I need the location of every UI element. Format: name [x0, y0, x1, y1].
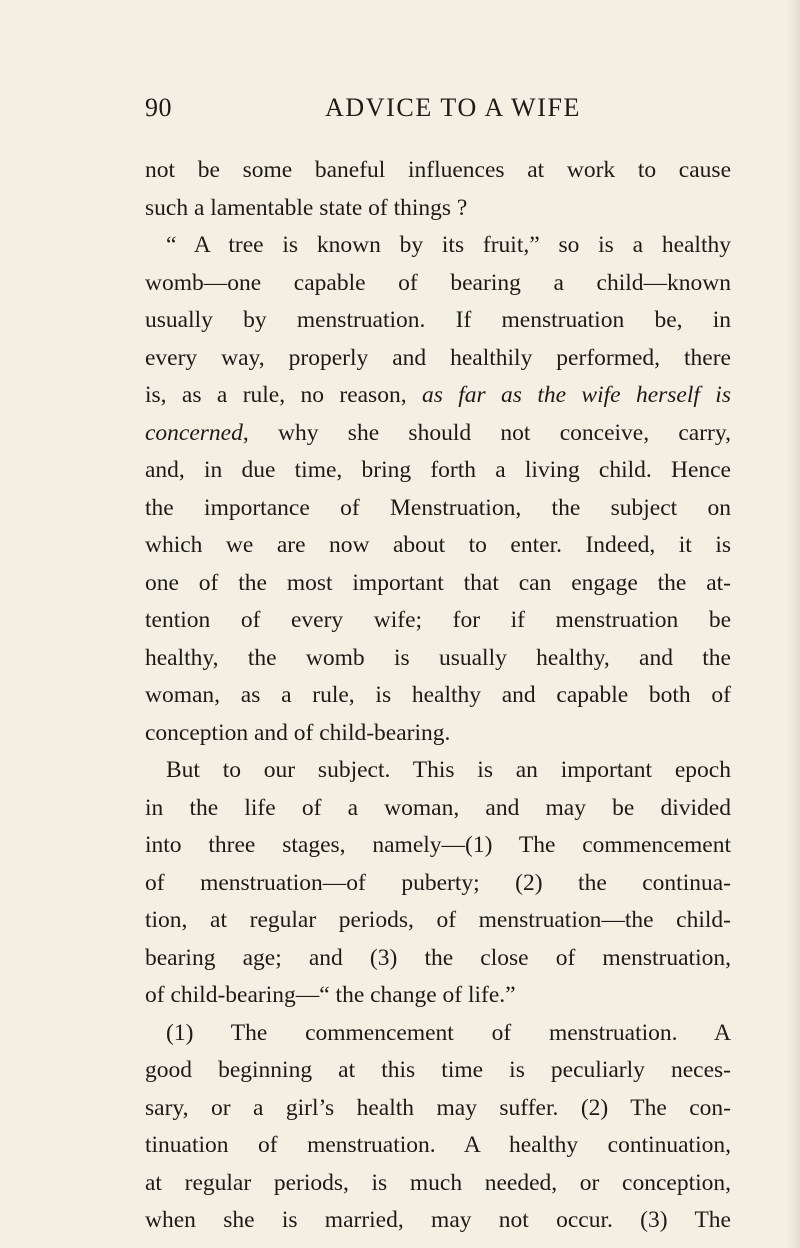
text-line: is, as a rule, no reason, as far as the wife herself is — [145, 382, 731, 408]
text-line: tinuation of menstruation. A healthy continuation, — [145, 1132, 731, 1158]
page-number: 90 — [145, 93, 172, 122]
text-line: one of the most important that can engage the at- — [145, 569, 731, 596]
text-line: bearing age; and (3) the close of menstruation, — [145, 944, 731, 971]
text-line: healthy, the womb is usually healthy, and the — [145, 644, 731, 671]
running-head: ADVICE TO A WIFE — [324, 93, 581, 122]
text-line: But to our subject. This is an important epoch — [166, 757, 731, 783]
text-line: not be some baneful influences at work to cause — [145, 157, 731, 183]
text-line: tion, at regular periods, of menstruation—the child- — [145, 907, 731, 933]
text-line: of child-bearing—“ the change of life.” — [145, 982, 516, 1008]
text-line: sary, or a girl’s health may suffer. (2) The con- — [145, 1094, 731, 1121]
text-line: tention of every wife; for if menstruation be — [145, 607, 731, 633]
text-line: good beginning at this time is peculiarly neces- — [145, 1057, 731, 1083]
body-text — [145, 152, 731, 1240]
text-line: when she is married, may not occur. (3) The — [145, 1207, 731, 1233]
text-line: conception and of child-bearing. — [145, 719, 451, 746]
paper-edge-shadow — [786, 0, 800, 1248]
text-line: in the life of a woman, and may be divided — [145, 794, 731, 821]
italic-phrase: concerned — [145, 419, 243, 446]
text-line: and, in due time, bring forth a living child. Hence — [145, 457, 731, 483]
text-line: such a lamentable state of things ? — [145, 194, 468, 221]
text-line: womb—one capable of bearing a child—known — [145, 269, 731, 296]
text-line: the importance of Menstruation, the subject on — [145, 494, 731, 521]
italic-phrase: as far as the wife herself is — [421, 382, 731, 408]
text-line: “ A tree is known by its fruit,” so is a healthy — [166, 232, 731, 258]
text-line: concerned, why she should not conceive, carry, — [145, 419, 731, 446]
text-line: usually by menstruation. If menstruation be, in — [145, 307, 731, 333]
text-line: at regular periods, is much needed, or conception, — [145, 1169, 731, 1196]
text-line: every way, properly and healthily performed, there — [145, 344, 731, 371]
text-line: of menstruation—of puberty; (2) the continua- — [145, 869, 731, 896]
text-line: into three stages, namely—(1) The commencement — [145, 832, 731, 858]
page-header — [145, 93, 731, 133]
text-line: woman, as a rule, is healthy and capable both of — [145, 682, 731, 708]
text-line: which we are now about to enter. Indeed, it is — [145, 532, 731, 558]
text-line: (1) The commencement of menstruation. A — [166, 1019, 731, 1046]
